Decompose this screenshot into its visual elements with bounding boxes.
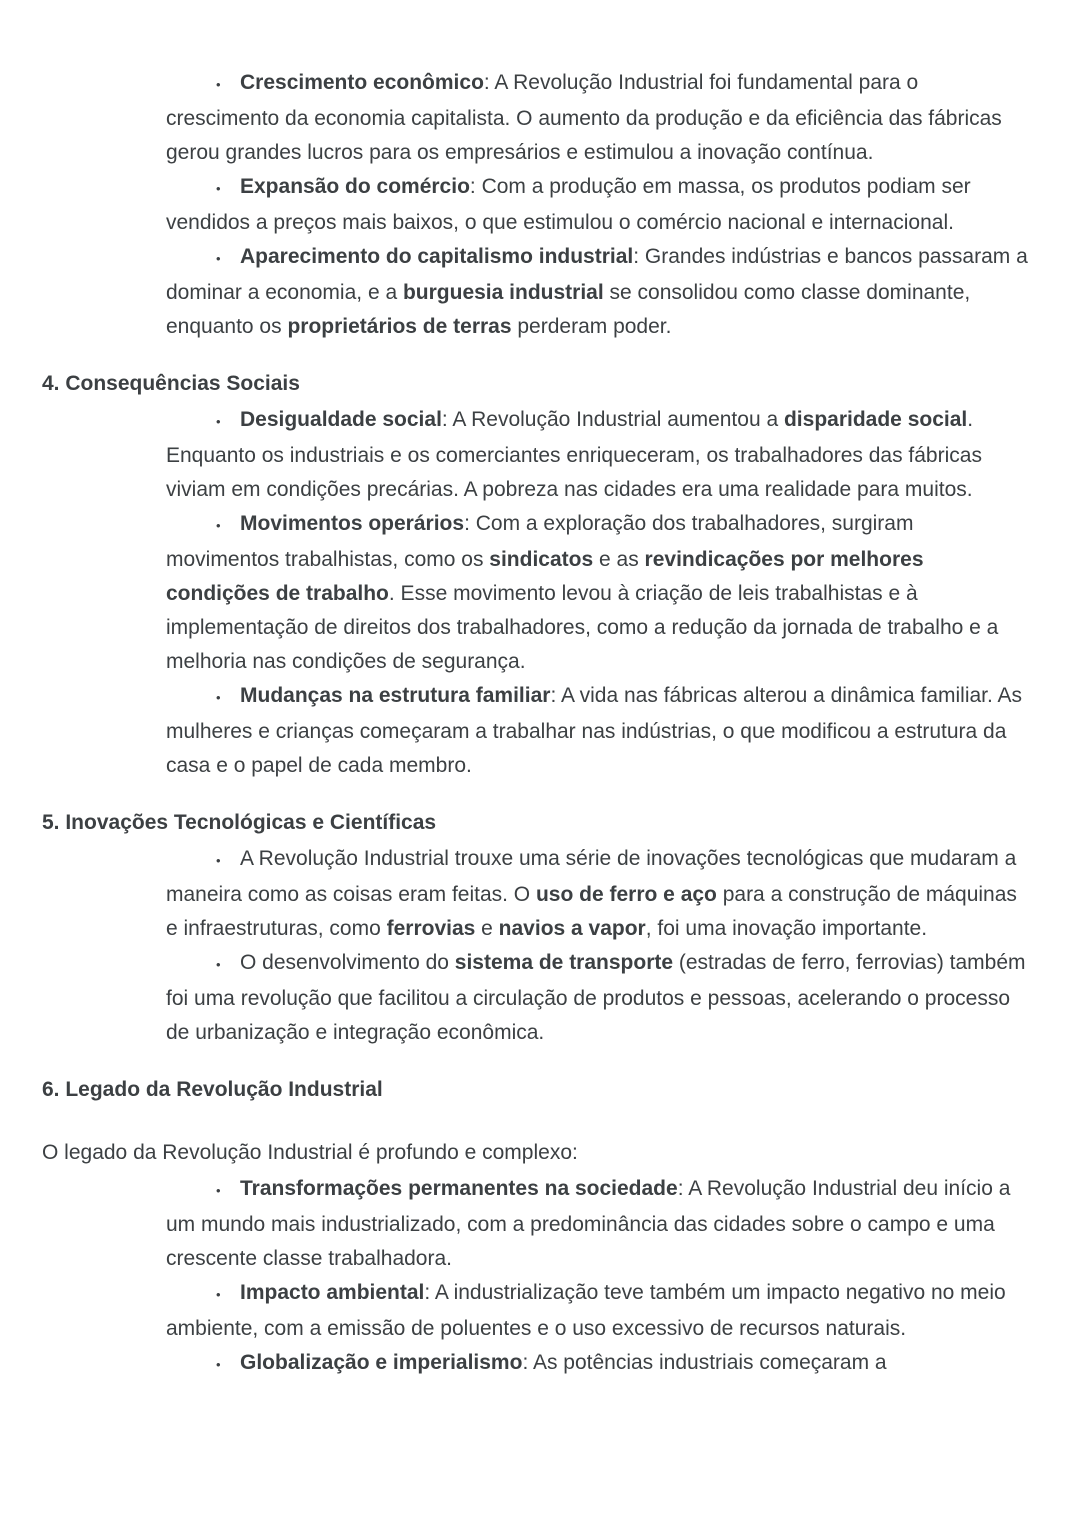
bold-text-run: Aparecimento do capitalismo industrial xyxy=(240,245,634,268)
text-run: e xyxy=(475,917,499,940)
text-run: : A Revolução Industrial foi fundamental para o crescimento da economia capitalista. O aumento da produção e da eficiência das fábricas gerou grandes lucros para os empresários e estimulou a inovação contínua. xyxy=(166,71,1002,164)
bold-text-run: 6. Legado da Revolução Industrial xyxy=(42,1078,383,1101)
paragraph xyxy=(42,1136,1042,1170)
text-run: A Revolução Industrial trouxe uma série de inovações tecnológicas que mudaram a maneira como as coisas eram feitas. O xyxy=(166,847,1017,906)
text-run: : A Revolução Industrial aumentou a xyxy=(441,408,784,431)
text-run: : A industrialização teve também um impacto negativo no meio ambiente, com a emissão de poluentes e o uso excessivo de recursos naturais. xyxy=(166,1281,1006,1340)
bullet-icon: • xyxy=(216,1183,221,1198)
bullet-icon: • xyxy=(216,414,221,429)
bullet-icon: • xyxy=(216,1357,221,1372)
bold-text-run: ferrovias xyxy=(386,917,476,940)
text-run: perderam poder. xyxy=(511,315,672,338)
bold-text-run: burguesia industrial xyxy=(402,281,604,304)
text-run: (estradas de ferro, ferrovias) também foi uma revolução que facilitou a circulação de produtos e pessoas, acelerando o processo de urbanização e integração econômica. xyxy=(166,951,1026,1044)
text-run: , foi uma inovação importante. xyxy=(645,917,928,940)
bold-text-run: Globalização e imperialismo xyxy=(240,1351,523,1374)
section-heading xyxy=(42,1073,1080,1107)
bullet-item xyxy=(166,170,1030,240)
bullet-icon: • xyxy=(216,853,221,868)
bold-text-run: sindicatos xyxy=(489,548,594,571)
bullet-icon: • xyxy=(216,181,221,196)
bullet-item xyxy=(166,507,1030,679)
bold-text-run: 4. Consequências Sociais xyxy=(42,372,300,395)
bullet-item xyxy=(166,66,1030,170)
bullet-item xyxy=(166,842,1030,946)
section-heading xyxy=(42,367,1080,401)
text-run: para a construção de máquinas e infraestruturas, como xyxy=(166,883,1017,940)
bold-text-run: sistema de transporte xyxy=(454,951,674,974)
bold-text-run: revindicações por melhores condições de trabalho xyxy=(166,548,924,605)
bold-text-run: proprietários de terras xyxy=(287,315,512,338)
bullet-item xyxy=(166,1172,1030,1276)
text-run: : Grandes indústrias e bancos passaram a dominar a economia, e a xyxy=(166,245,1028,304)
bullet-icon: • xyxy=(216,518,221,533)
text-run: O desenvolvimento do xyxy=(240,951,455,974)
text-run: : A Revolução Industrial deu início a um mundo mais industrializado, com a predominância das cidades sobre o campo e uma crescente classe trabalhadora. xyxy=(166,1177,1011,1270)
bullet-icon: • xyxy=(216,77,221,92)
bullet-item xyxy=(166,1276,1030,1346)
section-heading xyxy=(42,806,1080,840)
text-run: . Enquanto os industriais e os comerciantes enriqueceram, os trabalhadores das fábricas viviam em condições precárias. A pobreza nas cidades era uma realidade para muitos. xyxy=(166,408,982,501)
bold-text-run: uso de ferro e aço xyxy=(535,883,717,906)
bullet-item xyxy=(166,1346,1030,1382)
text-run: . Esse movimento levou à criação de leis trabalhistas e à implementação de direitos dos trabalhadores, como a redução da jornada de trabalho e a melhoria nas condições de segurança. xyxy=(166,582,999,673)
bold-text-run: Mudanças na estrutura familiar xyxy=(240,684,551,707)
bold-text-run: Desigualdade social xyxy=(240,408,442,431)
bold-text-run: 5. Inovações Tecnológicas e Científicas xyxy=(42,811,437,834)
bold-text-run: Crescimento econômico xyxy=(240,71,484,94)
bold-text-run: navios a vapor xyxy=(498,917,646,940)
bullet-item xyxy=(166,403,1030,507)
text-run: : A vida nas fábricas alterou a dinâmica familiar. As mulheres e crianças começaram a trabalhar nas indústrias, o que modificou a estrutura da casa e o papel de cada membro. xyxy=(166,684,1023,777)
text-run: : Com a exploração dos trabalhadores, surgiram movimentos trabalhistas, como os xyxy=(166,512,914,571)
text-run: : Com a produção em massa, os produtos podiam ser vendidos a preços mais baixos, o que estimulou o comércio nacional e internacional. xyxy=(166,175,971,234)
bullet-icon: • xyxy=(216,957,221,972)
bold-text-run: Movimentos operários xyxy=(240,512,465,535)
bullet-icon: • xyxy=(216,1287,221,1302)
bullet-item xyxy=(166,946,1030,1050)
bold-text-run: disparidade social xyxy=(783,408,968,431)
bold-text-run: Expansão do comércio xyxy=(240,175,470,198)
bullet-item xyxy=(166,679,1030,783)
text-run: O legado da Revolução Industrial é profundo e complexo: xyxy=(42,1141,578,1164)
bullet-icon: • xyxy=(216,690,221,705)
bullet-item xyxy=(166,240,1030,344)
bold-text-run: Transformações permanentes na sociedade xyxy=(240,1177,678,1200)
text-run: se consolidou como classe dominante, enquanto os xyxy=(166,281,971,338)
bold-text-run: Impacto ambiental xyxy=(240,1281,425,1304)
bullet-icon: • xyxy=(216,251,221,266)
text-run: e as xyxy=(593,548,645,571)
text-run: : As potências industriais começaram a xyxy=(522,1351,887,1374)
